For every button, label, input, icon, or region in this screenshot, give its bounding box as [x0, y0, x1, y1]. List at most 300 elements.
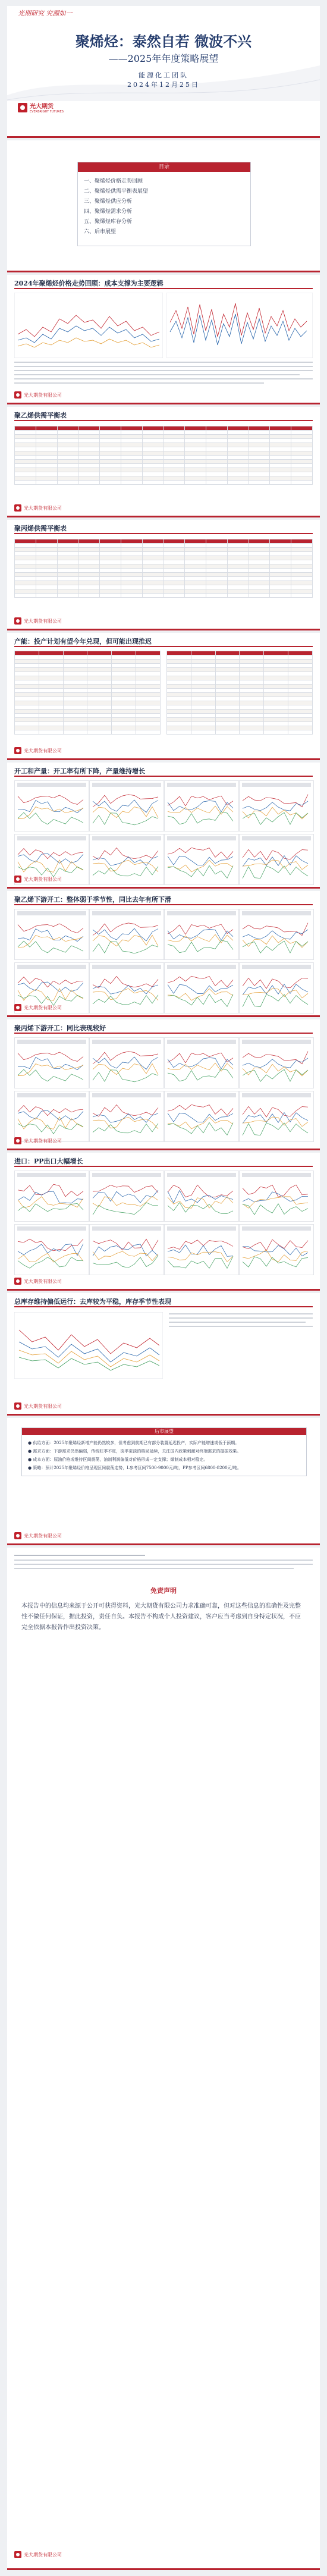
table-cell [291, 481, 313, 485]
mini-chart-plot [240, 1097, 313, 1140]
table-cell [36, 435, 57, 439]
table-cell [164, 569, 185, 573]
table-cell [57, 460, 78, 464]
table-cell [112, 693, 136, 697]
section-title: 2024年聚烯烃价格走势回顾：成本支撑为主要逻辑 [14, 280, 164, 287]
series-line [243, 1257, 308, 1267]
table-cell [39, 726, 63, 730]
table-cell [142, 468, 164, 472]
logo-mark-icon [14, 1402, 21, 1410]
table-cell [215, 685, 240, 689]
table-cell [185, 460, 206, 464]
table-cell [87, 672, 112, 676]
table-cell [63, 664, 87, 668]
toc-heading: 目录 [78, 162, 250, 172]
table-cell [191, 660, 215, 664]
table-cell [270, 581, 291, 585]
mini-chart [164, 1037, 239, 1088]
table-cell [15, 539, 36, 544]
table-row [15, 564, 313, 569]
table-cell [264, 710, 288, 714]
mini-chart-plot [15, 1097, 88, 1140]
table-cell [100, 439, 121, 443]
table-cell [227, 581, 249, 585]
table-cell [240, 668, 264, 672]
series-line [243, 866, 308, 878]
series-line [93, 1070, 158, 1082]
mini-chart [164, 962, 239, 1014]
table-cell [36, 589, 57, 594]
series-line [243, 1058, 308, 1068]
series-line [168, 1197, 233, 1209]
table-cell [142, 544, 164, 548]
table-cell [270, 456, 291, 460]
table-cell [249, 564, 270, 569]
table-cell [87, 714, 112, 718]
table-cell [57, 569, 78, 573]
table-cell [121, 472, 142, 476]
series-line [243, 1069, 308, 1081]
table-cell [291, 451, 313, 456]
table-cell [36, 552, 57, 556]
table-cell [15, 476, 36, 481]
mini-chart [239, 962, 314, 1014]
footer-logo-text: 光大期货有限公司 [24, 2552, 62, 2558]
table-cell [164, 431, 185, 435]
table-cell [57, 594, 78, 598]
table-cell [121, 476, 142, 481]
mini-chart-plot [165, 1044, 238, 1087]
table-row [15, 581, 313, 585]
table-cell [227, 481, 249, 485]
table-cell [63, 655, 87, 660]
outlook-heading: 后市展望 [22, 1428, 306, 1435]
operating-rate-page [7, 763, 320, 889]
table-cell [87, 697, 112, 701]
title-underline [14, 1306, 313, 1307]
mini-chart [164, 834, 239, 885]
table-cell [63, 718, 87, 722]
table-cell [206, 585, 228, 589]
footer-logo [14, 1004, 62, 1011]
toc-item[interactable]: 一、聚烯烃价格走势回顾 [84, 178, 143, 184]
table-cell [39, 655, 63, 660]
table-cell [249, 460, 270, 464]
table-cell [206, 431, 228, 435]
table-cell [215, 718, 240, 722]
mini-chart-plot [90, 1231, 163, 1273]
table-row [167, 685, 313, 689]
table-cell [291, 426, 313, 431]
table-cell [264, 705, 288, 710]
table-cell [142, 456, 164, 460]
table-row [15, 577, 313, 581]
table-cell [291, 439, 313, 443]
table-cell [249, 456, 270, 460]
tagline: 光期研究 究源如一 [18, 10, 73, 17]
table-cell [15, 564, 36, 569]
inventory-page [7, 1293, 320, 1416]
toc-item[interactable]: 三、聚烯烃供应分析 [84, 199, 133, 205]
table-cell [78, 464, 100, 468]
outlook-box [21, 1427, 307, 1476]
mini-chart-plot [90, 787, 163, 830]
table-cell [57, 435, 78, 439]
table-cell [142, 431, 164, 435]
mini-chart-plot [240, 969, 313, 1012]
toc-item[interactable]: 二、聚烯烃供需平衡表展望 [84, 189, 149, 194]
table-cell [206, 464, 228, 468]
mini-chart-plot [90, 969, 163, 1012]
table-cell [191, 730, 215, 735]
mini-chart-title-line [17, 965, 86, 969]
table-cell [15, 556, 36, 560]
table-cell [15, 676, 39, 680]
table-cell [15, 573, 36, 577]
section-title: 聚丙烯供需平衡表 [14, 525, 67, 532]
mini-chart-plot [240, 915, 313, 958]
table-cell [206, 552, 228, 556]
section-title: 聚乙烯下游开工：整体弱于季节性，同比去年有所下滑 [14, 896, 171, 903]
table-cell [112, 722, 136, 726]
table-cell [249, 556, 270, 560]
table-cell [112, 697, 136, 701]
series-line [18, 1253, 83, 1262]
series-line [243, 1052, 308, 1064]
toc-item[interactable]: 四、聚烯烃需求分析 [84, 209, 133, 215]
table-cell [121, 468, 142, 472]
table-cell [249, 472, 270, 476]
table-row [15, 664, 161, 668]
mini-chart-title-line [167, 836, 236, 840]
table-cell [291, 443, 313, 447]
text-line [14, 378, 313, 379]
mini-chart-title-line [17, 1226, 86, 1231]
table-row [15, 539, 313, 544]
logo-mark-icon [14, 2551, 21, 2558]
table-cell [227, 539, 249, 544]
table-cell [227, 435, 249, 439]
table-cell [215, 714, 240, 718]
mini-chart [89, 834, 164, 885]
table-cell [291, 594, 313, 598]
table-cell [112, 664, 136, 668]
table-cell [206, 548, 228, 552]
table-cell [112, 660, 136, 664]
mini-chart [89, 1091, 164, 1142]
report-subtitle: ——2025年年度策略展望 [108, 53, 219, 64]
mini-chart-title-line [92, 965, 161, 969]
table-cell [215, 676, 240, 680]
disclaimer-page [7, 1548, 320, 2570]
table-cell [63, 701, 87, 705]
series-line [18, 1064, 83, 1076]
table-cell [39, 664, 63, 668]
table-cell [249, 585, 270, 589]
footer-logo [14, 1278, 62, 1285]
table-cell [288, 705, 313, 710]
table-cell [270, 556, 291, 560]
table-cell [167, 697, 191, 701]
table-cell [136, 676, 161, 680]
table-cell [39, 714, 63, 718]
table-cell [57, 581, 78, 585]
mini-chart-title-line [167, 1093, 236, 1097]
table-cell [206, 539, 228, 544]
table-cell [167, 701, 191, 705]
table-cell [164, 435, 185, 439]
toc-item[interactable]: 六、后市展望 [84, 229, 117, 235]
table-cell [227, 451, 249, 456]
table-row [15, 710, 161, 714]
table-cell [215, 722, 240, 726]
table-cell [142, 451, 164, 456]
table-cell [121, 577, 142, 581]
table-cell [15, 443, 36, 447]
table-cell [164, 451, 185, 456]
table-row [15, 676, 161, 680]
table-cell [288, 689, 313, 693]
table-row [167, 722, 313, 726]
table-cell [15, 426, 36, 431]
table-cell [215, 668, 240, 672]
series-line [93, 1239, 158, 1250]
table-cell [249, 544, 270, 548]
table-cell [87, 722, 112, 726]
table-cell [206, 560, 228, 564]
series-line [18, 941, 83, 953]
table-cell [227, 556, 249, 560]
table-cell [270, 594, 291, 598]
title-underline [14, 1166, 313, 1167]
table-cell [240, 701, 264, 705]
table-cell [136, 718, 161, 722]
table-cell [136, 689, 161, 693]
table-cell [227, 552, 249, 556]
table-cell [15, 710, 39, 714]
table-cell [215, 705, 240, 710]
table-cell [227, 443, 249, 447]
table-cell [142, 556, 164, 560]
table-row [15, 651, 161, 655]
mini-chart [14, 1224, 89, 1275]
table-row [15, 680, 161, 685]
table-cell [291, 476, 313, 481]
table-cell [164, 439, 185, 443]
footer-logo [14, 1532, 62, 1539]
mini-chart [239, 834, 314, 885]
table-cell [57, 539, 78, 544]
table-cell [100, 556, 121, 560]
pp-downstream-page [7, 1019, 320, 1150]
table-cell [167, 668, 191, 672]
series-line [18, 982, 83, 992]
mini-chart-title-line [242, 965, 311, 969]
series-line [18, 1239, 83, 1251]
table-cell [227, 544, 249, 548]
table-cell [112, 680, 136, 685]
table-cell [100, 468, 121, 472]
table-cell [15, 689, 39, 693]
table-cell [291, 573, 313, 577]
table-cell [164, 581, 185, 585]
table-cell [39, 722, 63, 726]
table-row [15, 705, 161, 710]
table-cell [39, 660, 63, 664]
table-cell [240, 718, 264, 722]
table-cell [100, 476, 121, 481]
table-cell [78, 468, 100, 472]
title-underline [14, 1033, 313, 1034]
table-cell [39, 689, 63, 693]
table-cell [206, 594, 228, 598]
table-cell [121, 439, 142, 443]
table-cell [167, 722, 191, 726]
table-row [167, 714, 313, 718]
table-cell [57, 564, 78, 569]
table-cell [15, 714, 39, 718]
table-cell [288, 701, 313, 705]
table-cell [39, 718, 63, 722]
table-cell [15, 664, 39, 668]
table-cell [227, 426, 249, 431]
table-row [167, 718, 313, 722]
table-cell [185, 564, 206, 569]
table-cell [78, 560, 100, 564]
table-cell [227, 472, 249, 476]
table-cell [36, 544, 57, 548]
table-cell [136, 672, 161, 676]
series-line [243, 978, 308, 989]
table-cell [87, 730, 112, 735]
table-cell [112, 710, 136, 714]
table-cell [112, 714, 136, 718]
mini-chart-title-line [92, 1093, 161, 1097]
table-cell [142, 476, 164, 481]
table-cell [15, 577, 36, 581]
table-cell [15, 705, 39, 710]
table-cell [164, 548, 185, 552]
table-cell [142, 585, 164, 589]
table-cell [121, 560, 142, 564]
toc-item[interactable]: 五、聚烯烃库存分析 [84, 219, 133, 225]
table-cell [264, 726, 288, 730]
table-cell [36, 564, 57, 569]
table-cell [15, 439, 36, 443]
table-cell [63, 672, 87, 676]
table-cell [227, 577, 249, 581]
table-cell [57, 443, 78, 447]
table-cell [215, 664, 240, 668]
mini-chart-plot [240, 1177, 313, 1220]
table-cell [87, 664, 112, 668]
table-cell [240, 722, 264, 726]
table-cell [206, 476, 228, 481]
table-cell [100, 464, 121, 468]
table-cell [78, 439, 100, 443]
table-row [15, 573, 313, 577]
table-cell [227, 456, 249, 460]
table-cell [270, 464, 291, 468]
table-row [167, 726, 313, 730]
table-cell [100, 472, 121, 476]
footer-logo [14, 1402, 62, 1410]
table-cell [206, 564, 228, 569]
title-underline [14, 904, 313, 905]
series-line [18, 1052, 83, 1062]
table-cell [185, 552, 206, 556]
series-line [168, 1256, 233, 1268]
footer-logo [14, 391, 62, 399]
table-cell [63, 726, 87, 730]
mini-chart [89, 909, 164, 960]
table-cell [191, 651, 215, 655]
table-cell [206, 573, 228, 577]
table-cell [112, 668, 136, 672]
footer-logo-text: 光大期货有限公司 [24, 618, 62, 624]
mini-chart [14, 1091, 89, 1142]
table-cell [15, 451, 36, 456]
section-title: 聚丙烯下游开工：同比表现较好 [14, 1024, 106, 1032]
table-cell [36, 431, 57, 435]
table-cell [15, 660, 39, 664]
series-line [18, 807, 83, 819]
text-line [169, 1313, 313, 1314]
table-cell [185, 594, 206, 598]
table-cell [136, 705, 161, 710]
section-title: 进口：PP出口大幅增长 [14, 1157, 83, 1165]
table-cell [167, 685, 191, 689]
table-cell [270, 435, 291, 439]
table-cell [167, 655, 191, 660]
table-cell [15, 651, 39, 655]
table-cell [100, 573, 121, 577]
mini-chart-title-line [92, 836, 161, 840]
table-cell [249, 435, 270, 439]
table-row [15, 722, 161, 726]
table-cell [164, 468, 185, 472]
table-cell [227, 564, 249, 569]
table-cell [78, 447, 100, 451]
table-cell [288, 693, 313, 697]
logo-mark-icon [14, 1137, 21, 1144]
table-cell [288, 710, 313, 714]
table-row [167, 689, 313, 693]
series-line [168, 1252, 233, 1262]
table-cell [100, 581, 121, 585]
table-cell [36, 456, 57, 460]
table-cell [191, 680, 215, 685]
table-cell [57, 464, 78, 468]
table-cell [142, 548, 164, 552]
table-row [15, 697, 161, 701]
series-line [93, 807, 158, 817]
table-cell [249, 426, 270, 431]
table-cell [63, 660, 87, 664]
mini-chart-plot [15, 1231, 88, 1273]
report-title: 聚烯烃：泰然自若 微波不兴 [75, 33, 252, 50]
logo-mark-icon [14, 747, 21, 754]
series-line [168, 1117, 233, 1129]
series-line [18, 1069, 83, 1081]
table-cell [136, 680, 161, 685]
table-cell [185, 539, 206, 544]
table-cell [112, 676, 136, 680]
mini-chart-title-line [242, 836, 311, 840]
table-cell [121, 435, 142, 439]
table-cell [227, 460, 249, 464]
table-cell [167, 651, 191, 655]
